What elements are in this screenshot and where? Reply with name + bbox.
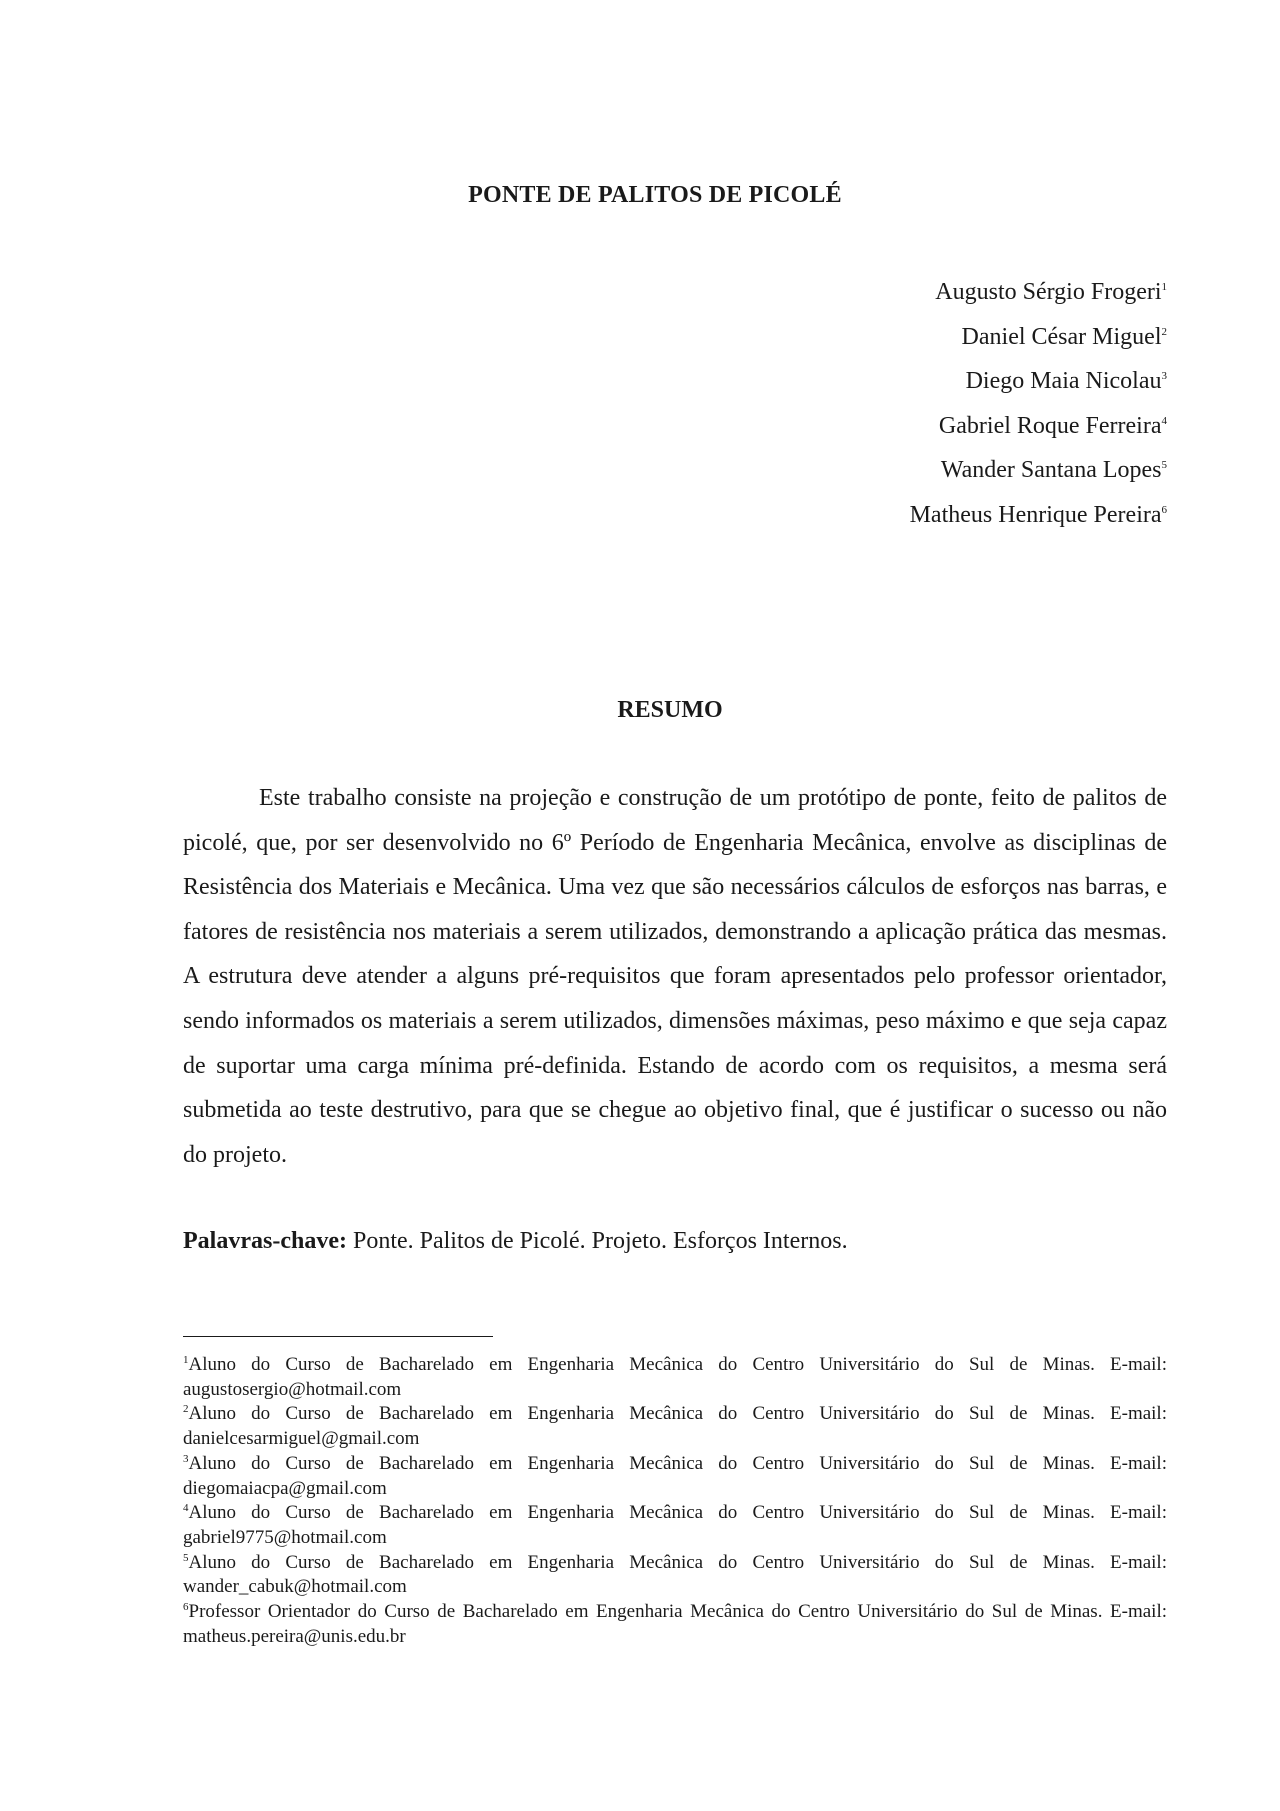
footnote-marker: 5 — [183, 1551, 189, 1564]
footnote-marker: 4 — [183, 1502, 189, 1515]
footnote-text: Aluno do Curso de Bacharelado em Engenharia Mecânica do Centro Universitário do Sul de Minas. E-mail: diegomaiacpa@gmail.com — [183, 1452, 1167, 1499]
author-3 — [910, 359, 1167, 404]
footnote-marker: 1 — [183, 1354, 189, 1366]
footnotes — [183, 1353, 1167, 1649]
footnote-text: Aluno do Curso de Bacharelado em Engenharia Mecânica do Centro Universitário do Sul de Minas. E-mail: augustosergio@hotmail.com — [183, 1354, 1167, 1400]
footnote-text: Professor Orientador do Curso de Bacharelado em Engenharia Mecânica do Centro Universitário do Sul de Minas. E-mail: matheus.pereira@unis.edu.br — [183, 1601, 1167, 1647]
author-name: Matheus Henrique Pereira — [909, 501, 1162, 528]
footnote-marker: 2 — [183, 1403, 189, 1416]
abstract-heading: RESUMO — [617, 697, 723, 723]
author-footnote-ref[interactable]: 3 — [1161, 370, 1167, 382]
author-4 — [910, 404, 1167, 449]
author-1 — [910, 270, 1167, 315]
footnote-text: Aluno do Curso de Bacharelado em Engenharia Mecânica do Centro Universitário do Sul de Minas. E-mail: danielcesarmiguel@gmail.com — [183, 1403, 1167, 1450]
footnote-separator — [183, 1336, 493, 1337]
author-footnote-ref[interactable]: 2 — [1161, 325, 1167, 338]
author-6 — [910, 493, 1167, 538]
footnote-3 — [183, 1452, 1167, 1501]
author-2 — [910, 315, 1167, 360]
author-footnote-ref[interactable]: 6 — [1161, 503, 1167, 516]
footnote-text: Aluno do Curso de Bacharelado em Engenharia Mecânica do Centro Universitário do Sul de Minas. E-mail: gabriel9775@hotmail.com — [183, 1502, 1167, 1548]
keywords — [183, 1226, 1167, 1256]
author-name: Daniel César Miguel — [961, 323, 1162, 350]
author-footnote-ref[interactable]: 4 — [1161, 414, 1167, 427]
author-5 — [910, 448, 1167, 493]
footnote-6 — [183, 1600, 1167, 1649]
author-name: Diego Maia Nicolau — [965, 368, 1162, 394]
footnote-2 — [183, 1402, 1167, 1451]
author-name: Augusto Sérgio Frogeri — [935, 279, 1162, 305]
footnote-1 — [183, 1353, 1167, 1402]
author-name: Gabriel Roque Ferreira — [938, 412, 1162, 439]
footnote-marker: 6 — [183, 1601, 189, 1614]
abstract-body: Este trabalho consiste na projeção e construção de um protótipo de ponte, feito de palitos de picolé, que, por ser desenvolvido no 6º Período de Engenharia Mecânica, envolve as disciplinas de Resistência dos Materiais e Mecânica. Uma vez que são necessários cálculos de esforços nas barras, e fatores de resistência nos materiais a serem utilizados, demonstrando a aplicação prática das mesmas. A estrutura deve atender a alguns pré-requisitos que foram apresentados pelo professor orientador, sendo informados os materiais a serem utilizados, dimensões máximas, peso máximo e que seja capaz de suportar uma carga mínima pré-definida. Estando de acordo com os requisitos, a mesma será submetida ao teste destrutivo, para que se chegue ao objetivo final, que é justificar o sucesso ou não do projeto. — [183, 785, 1167, 1168]
keywords-label: Palavras-chave: — [183, 1228, 347, 1254]
author-name: Wander Santana Lopes — [940, 457, 1162, 483]
footnote-5 — [183, 1551, 1167, 1600]
paper-title: PONTE DE PALITOS DE PICOLÉ — [468, 182, 842, 208]
footnote-marker: 3 — [183, 1452, 189, 1465]
footnote-text: Aluno do Curso de Bacharelado em Engenharia Mecânica do Centro Universitário do Sul de Minas. E-mail: wander_cabuk@hotmail.com — [183, 1551, 1167, 1598]
keywords-text: Ponte. Palitos de Picolé. Projeto. Esforços Internos. — [352, 1228, 848, 1254]
footnote-4 — [183, 1501, 1167, 1550]
author-footnote-ref[interactable]: 1 — [1161, 281, 1167, 293]
author-list — [910, 270, 1167, 537]
author-footnote-ref[interactable]: 5 — [1161, 459, 1167, 471]
